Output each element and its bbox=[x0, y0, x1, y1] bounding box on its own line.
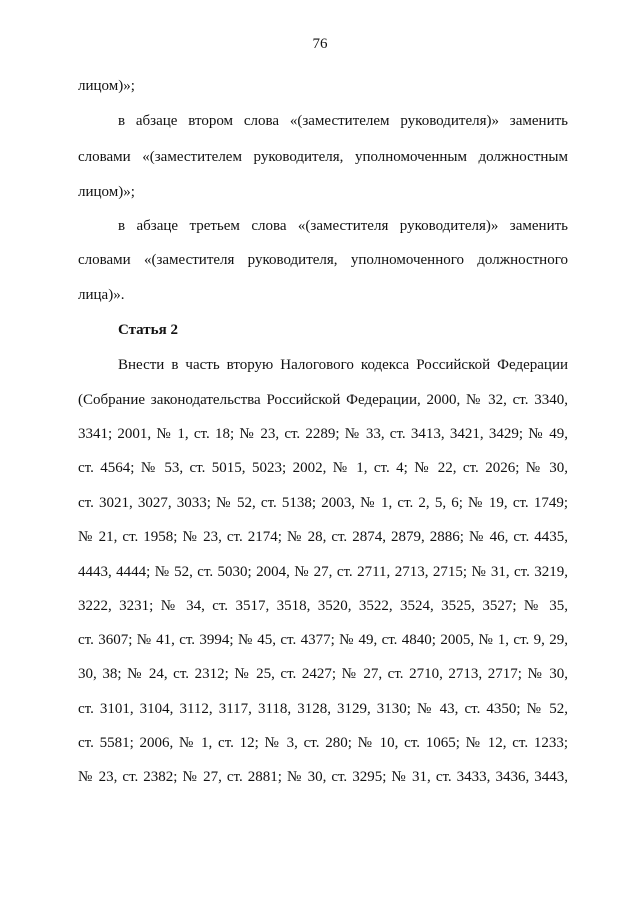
text-line: ст. 5581; 2006, № 1, ст. 12; № 3, ст. 280; № 10, ст. 1065; № 12, ст. 1233; bbox=[78, 735, 568, 751]
text-line: словами «(заместителя руководителя, уполномоченного должностного bbox=[78, 252, 568, 268]
article-heading: Статья 2 bbox=[118, 322, 178, 338]
text-line: № 23, ст. 2382; № 27, ст. 2881; № 30, ст. 3295; № 31, ст. 3433, 3436, 3443, bbox=[78, 769, 568, 785]
text-line: (Собрание законодательства Российской Федерации, 2000, № 32, ст. 3340, bbox=[78, 392, 568, 408]
text-line: лицом)»; bbox=[78, 184, 135, 200]
text-line: ст. 3607; № 41, ст. 3994; № 45, ст. 4377; № 49, ст. 4840; 2005, № 1, ст. 9, 29, bbox=[78, 632, 568, 648]
text-line: ст. 4564; № 53, ст. 5015, 5023; 2002, № 1, ст. 4; № 22, ст. 2026; № 30, bbox=[78, 460, 568, 476]
text-line: лицом)»; bbox=[78, 78, 135, 94]
text-line: в абзаце третьем слова «(заместителя руководителя)» заменить bbox=[118, 218, 568, 234]
text-line: словами «(заместителем руководителя, уполномоченным должностным bbox=[78, 149, 568, 165]
text-line: Внести в часть вторую Налогового кодекса Российской Федерации bbox=[118, 357, 568, 373]
text-line: 3341; 2001, № 1, ст. 18; № 23, ст. 2289; № 33, ст. 3413, 3421, 3429; № 49, bbox=[78, 426, 568, 442]
text-line: в абзаце втором слова «(заместителем руководителя)» заменить bbox=[118, 113, 568, 129]
text-line: 4443, 4444; № 52, ст. 5030; 2004, № 27, ст. 2711, 2713, 2715; № 31, ст. 3219, bbox=[78, 564, 568, 580]
text-line: № 21, ст. 1958; № 23, ст. 2174; № 28, ст. 2874, 2879, 2886; № 46, ст. 4435, bbox=[78, 529, 568, 545]
text-line: лица)». bbox=[78, 287, 125, 303]
text-line: 3222, 3231; № 34, ст. 3517, 3518, 3520, 3522, 3524, 3525, 3527; № 35, bbox=[78, 598, 568, 614]
text-line: 30, 38; № 24, ст. 2312; № 25, ст. 2427; № 27, ст. 2710, 2713, 2717; № 30, bbox=[78, 666, 568, 682]
text-line: ст. 3101, 3104, 3112, 3117, 3118, 3128, 3129, 3130; № 43, ст. 4350; № 52, bbox=[78, 701, 568, 717]
page-number: 76 bbox=[312, 36, 328, 52]
text-line: ст. 3021, 3027, 3033; № 52, ст. 5138; 2003, № 1, ст. 2, 5, 6; № 19, ст. 1749; bbox=[78, 495, 568, 511]
